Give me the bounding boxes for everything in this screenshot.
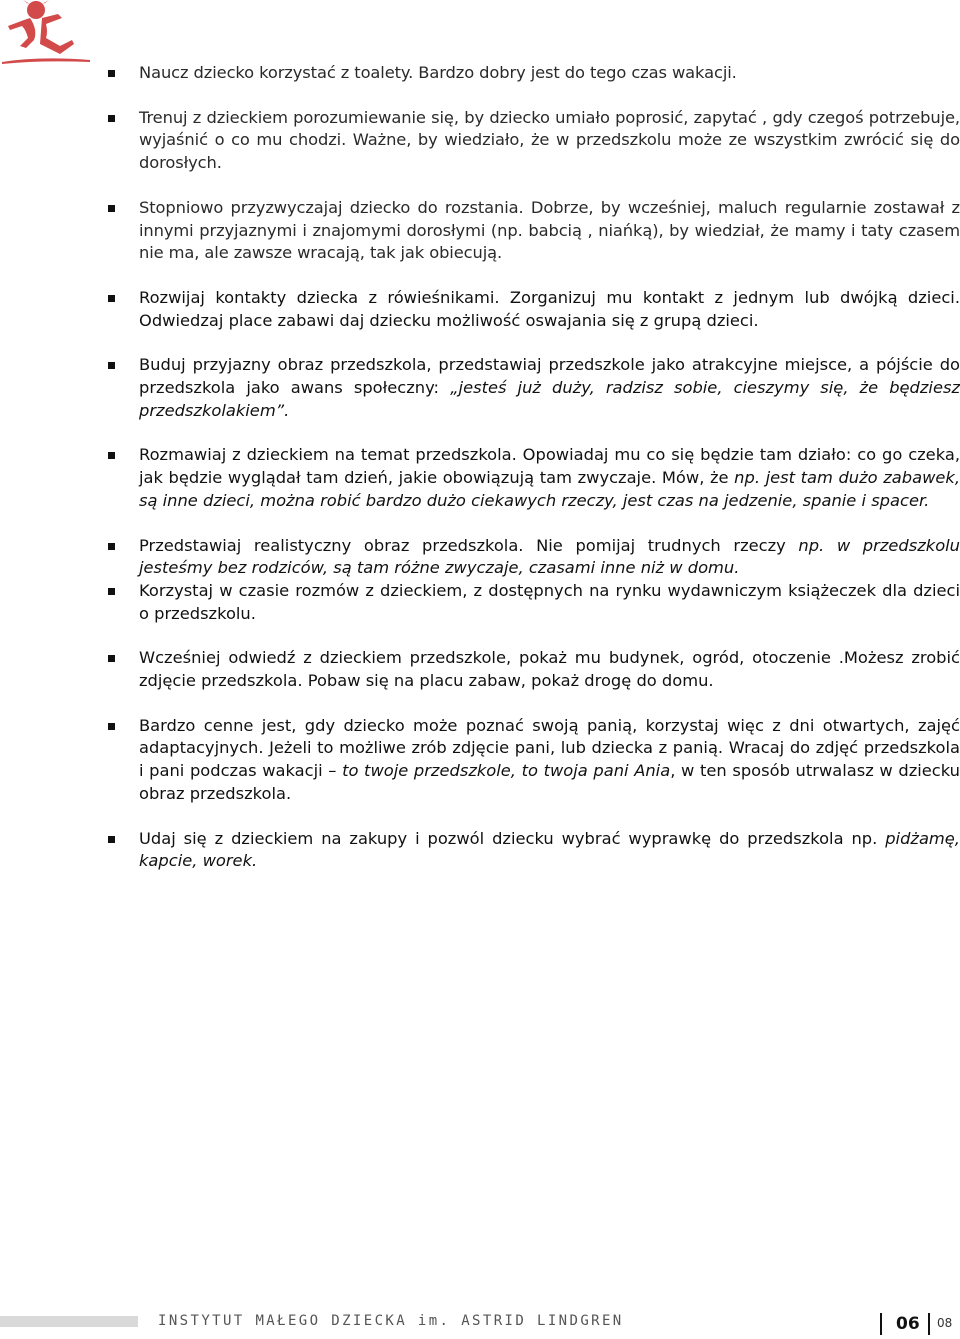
item-text: Naucz dziecko korzystać z toalety. Bardzo dobry jest do tego czas wakacji. (139, 63, 737, 82)
footer-bar (0, 1316, 138, 1327)
list-item (108, 287, 960, 332)
bullet-square-icon (108, 115, 115, 122)
page-number: 06 (880, 1313, 930, 1335)
bullet-square-icon (108, 205, 115, 212)
list-item (108, 62, 960, 85)
bullet-square-icon (108, 362, 115, 369)
item-text-italic: pidżamę, kapcie, worek. (139, 828, 960, 871)
running-child-logo-icon (0, 0, 92, 64)
item-text: Stopniowo przyzwyczajaj dziecko do rozstania. Dobrze, by wcześniej, maluch regularnie zostawał z innymi przyjaznymi i znajomymi dorosłymi (np. babcią , niańką), by wiedział, że mamy i taty czasem nie ma, ale zawsze wracają, tak jak obiecują. (139, 197, 960, 263)
list-item (108, 535, 960, 580)
item-text: Udaj się z dzieckiem na zakupy i pozwól dziecku wybrać wyprawkę do przedszkola np. (139, 828, 886, 848)
list-item (108, 580, 960, 625)
footer-institute-name: INSTYTUT MAŁEGO DZIECKA im. ASTRID LINDGREN (158, 1313, 624, 1329)
bullet-square-icon (108, 543, 115, 550)
item-text-italic: „jesteś już duży, radzisz sobie, cieszymy się, że będziesz przedszkolakiem”. (139, 378, 960, 420)
item-text: Przedstawiaj realistyczny obraz przedszkola. Nie pomijaj trudnych rzeczy (139, 535, 799, 555)
bullet-square-icon (108, 295, 115, 302)
list-item (108, 197, 960, 265)
item-text: Trenuj z dzieckiem porozumiewanie się, by dziecko umiało poprosić, zapytać , gdy czegoś potrzebuje, wyjaśnić o co mu chodzi. Ważne, by wiedziało, że w przedszkolu może ze wszystkim zwrócić się do dorosłych. (139, 107, 960, 173)
item-text: Buduj przyjazny obraz przedszkola, przedstawiaj przedszkole jako atrakcyjne miejsce, a pójście do przedszkola jako awans społeczny: (139, 355, 960, 398)
item-text-italic: to twoje przedszkole, to twoja pani Ania (342, 761, 671, 781)
bullet-square-icon (108, 836, 115, 843)
bullet-square-icon (108, 70, 115, 77)
item-text: Korzystaj w czasie rozmów z dzieckiem, z dostępnych na rynku wydawniczym książeczek dla dzieci o przedszkolu. (139, 580, 960, 623)
item-text: Rozwijaj kontakty dziecka z rówieśnikami. Zorganizuj mu kontakt z jednym lub dwójką dzieci. Odwiedzaj place zabawi daj dziecku możliwość oswajania się z grupą dzieci. (139, 287, 960, 330)
list-item (108, 828, 960, 873)
item-text: Wcześniej odwiedź z dzieckiem przedszkole, pokaż mu budynek, ogród, otoczenie .Możesz zrobić zdjęcie przedszkola. Pobaw się na placu zabaw, pokaż drogę do domu. (139, 648, 960, 691)
bullet-list (108, 62, 960, 895)
list-item (108, 444, 960, 512)
item-text-italic: np. jest tam dużo zabawek, są inne dzieci, można robić bardzo dużo ciekawych rzeczy, jest czas na jedzenie, spanie i spacer. (139, 468, 960, 510)
bullet-square-icon (108, 655, 115, 662)
item-text: , w ten sposób utrwalasz w dziecku obraz przedszkola. (139, 761, 960, 803)
bullet-square-icon (108, 723, 115, 730)
item-text: Rozmawiaj z dzieckiem na temat przedszkola. Opowiadaj mu co się będzie tam działo: co go czeka, jak będzie wyglądał tam dzień, jakie obowiązują tam zwyczaje. Mów, że (139, 445, 960, 488)
page-total: 08 (937, 1316, 953, 1330)
item-text: Bardzo cenne jest, gdy dziecko może poznać swoją panią, korzystaj więc z dni otwartych, zajęć adaptacyjnych. Jeżeli to możliwe zrób zdjęcie pani, lub dziecka z panią. Wracaj do zdjęć przedszkola i pani podczas wakacji – (139, 715, 960, 781)
list-item (108, 647, 960, 692)
list-item (108, 715, 960, 806)
list-item (108, 107, 960, 175)
list-item (108, 354, 960, 422)
item-text-italic: np. w przedszkolu jesteśmy bez rodziców, są tam różne zwyczaje, czasami inne niż w domu. (139, 535, 960, 578)
bullet-square-icon (108, 588, 115, 595)
bullet-square-icon (108, 452, 115, 459)
